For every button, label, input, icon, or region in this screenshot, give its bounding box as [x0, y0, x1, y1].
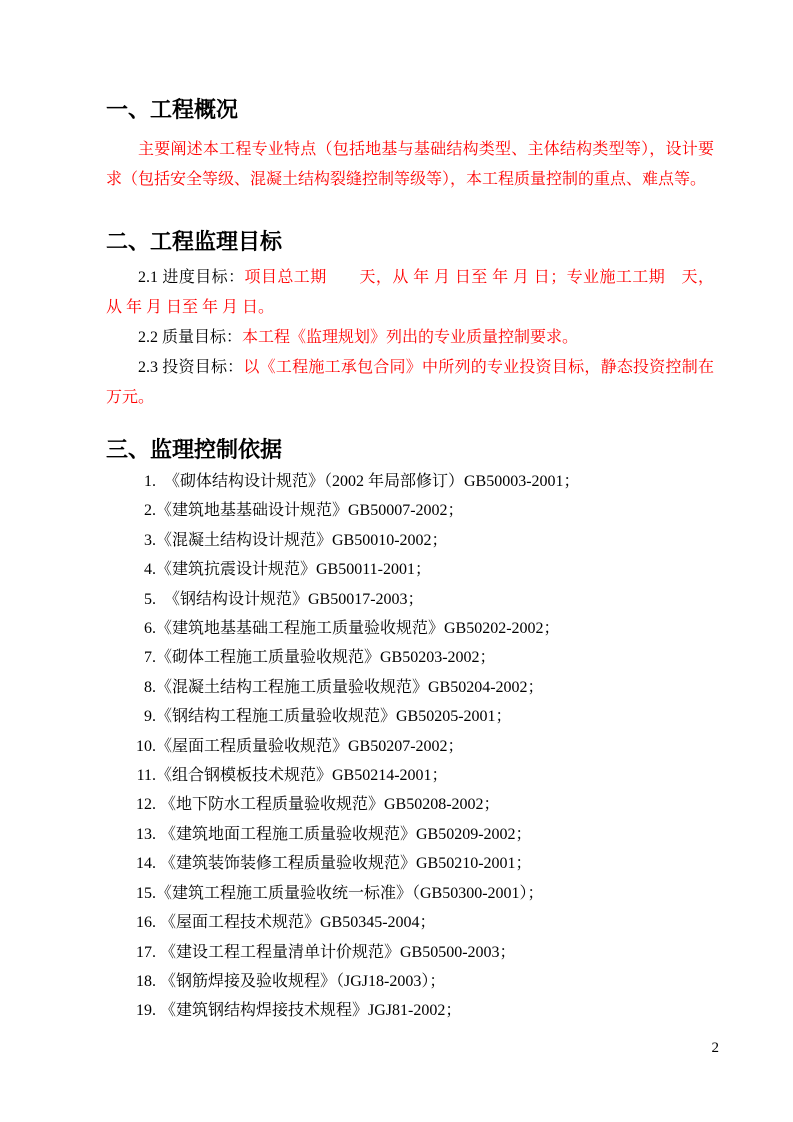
standards-list-item: [106, 761, 714, 790]
item-text: 《组合钢模板技术规范》GB50214-2001；: [156, 767, 448, 785]
item-text: 《混凝土结构工程施工质量验收规范》GB50204-2002；: [156, 678, 544, 696]
standards-list-item: [106, 732, 714, 761]
standards-list-item: [106, 643, 714, 672]
standards-list-item: [106, 526, 714, 555]
item-number: 8.: [144, 678, 156, 696]
item-number: 5.: [144, 590, 156, 608]
item-text: 《砌体工程施工质量验收规范》GB50203-2002；: [156, 649, 496, 667]
item-text: 《地下防水工程质量验收规范》GB50208-2002；: [156, 796, 500, 814]
item-number: 1.: [144, 473, 156, 490]
item-text: 《建筑地基基础工程施工质量验收规范》GB50202-2002；: [156, 620, 560, 638]
standards-list-item: [106, 467, 714, 496]
item-number: 12.: [136, 796, 156, 814]
item-text: 《建筑工程施工质量验收统一标准》（GB50300-2001）；: [156, 884, 544, 902]
item-text: 《钢结构设计规范》GB50017-2003；: [156, 590, 424, 608]
objective-2-1-label: 2.1 进度目标：: [138, 269, 245, 286]
standards-list: [106, 467, 714, 1026]
item-text: 《混凝土结构设计规范》GB50010-2002；: [156, 531, 448, 549]
standards-list-item: [106, 996, 714, 1025]
standards-list-item: [106, 496, 714, 525]
objective-2-1: [106, 263, 714, 323]
objective-2-2-label: 2.2 质量目标：: [138, 329, 243, 346]
item-text: 《建筑抗震设计规范》GB50011-2001；: [156, 561, 431, 579]
standards-list-item: [106, 673, 714, 702]
standards-list-item: [106, 938, 714, 967]
item-number: 11.: [136, 767, 156, 785]
standards-list-item: [106, 585, 714, 614]
objective-2-3-value: 以《工程施工承包合同》中所列的专业投资目标，静态投资控制在 万元。: [106, 359, 714, 406]
standards-list-item: [106, 967, 714, 996]
item-number: 9.: [144, 708, 156, 726]
standards-list-item: [106, 820, 714, 849]
section2-heading: 二、工程监理目标: [106, 229, 283, 254]
standards-list-item: [106, 614, 714, 643]
item-text: 《钢结构工程施工质量验收规范》GB50205-2001；: [156, 708, 512, 726]
item-number: 6.: [144, 620, 156, 638]
objective-2-2: [106, 323, 714, 353]
objective-2-3: [106, 353, 714, 413]
item-number: 7.: [144, 649, 156, 667]
objective-2-3-label: 2.3 投资目标：: [138, 359, 244, 376]
item-number: 3.: [144, 531, 156, 549]
item-number: 13.: [136, 825, 156, 843]
item-number: 10.: [136, 737, 156, 755]
item-text: 《建筑装饰装修工程质量验收规范》GB50210-2001；: [156, 855, 532, 873]
item-text: 《砌体结构设计规范》（2002 年局部修订）GB50003-2001；: [156, 473, 580, 490]
objective-2-2-value: 本工程《监理规划》列出的专业质量控制要求。: [242, 329, 579, 346]
page-number: 2: [711, 1040, 719, 1056]
section3-heading: 三、监理控制依据: [106, 437, 283, 462]
item-number: 19.: [136, 1002, 156, 1020]
objective-2-1-value: 项目总工期 天，从 年 月 日至 年 月 日；专业施工工期 天，从 年 月 日至 年 月 日。: [106, 269, 714, 316]
section1-body: 主要阐述本工程专业特点（包括地基与基础结构类型、主体结构类型等），设计要求（包括安全等级、混凝土结构裂缝控制等级等），本工程质量控制的重点、难点等。: [106, 141, 714, 188]
standards-list-item: [106, 908, 714, 937]
item-text: 《钢筋焊接及验收规程》（JGJ18-2003）；: [156, 972, 446, 990]
item-number: 15.: [136, 884, 156, 902]
item-text: 《建筑地面工程施工质量验收规范》GB50209-2002；: [156, 825, 532, 843]
item-text: 《建筑地基基础设计规范》GB50007-2002；: [156, 502, 464, 520]
standards-list-item: [106, 849, 714, 878]
standards-list-item: [106, 879, 714, 908]
item-number: 16.: [136, 914, 156, 932]
item-text: 《建筑钢结构焊接技术规程》JGJ81-2002；: [156, 1002, 462, 1020]
item-text: 《屋面工程质量验收规范》GB50207-2002；: [156, 737, 464, 755]
standards-list-item: [106, 702, 714, 731]
item-number: 17.: [136, 943, 156, 961]
item-number: 2.: [144, 502, 156, 520]
item-number: 14.: [136, 855, 156, 873]
standards-list-item: [106, 555, 714, 584]
item-number: 4.: [144, 561, 156, 579]
item-text: 《建设工程工程量清单计价规范》GB50500-2003；: [156, 943, 516, 961]
item-number: 18.: [136, 972, 156, 990]
standards-list-item: [106, 790, 714, 819]
item-text: 《屋面工程技术规范》GB50345-2004；: [156, 914, 436, 932]
section1-heading: 一、工程概况: [106, 97, 239, 122]
